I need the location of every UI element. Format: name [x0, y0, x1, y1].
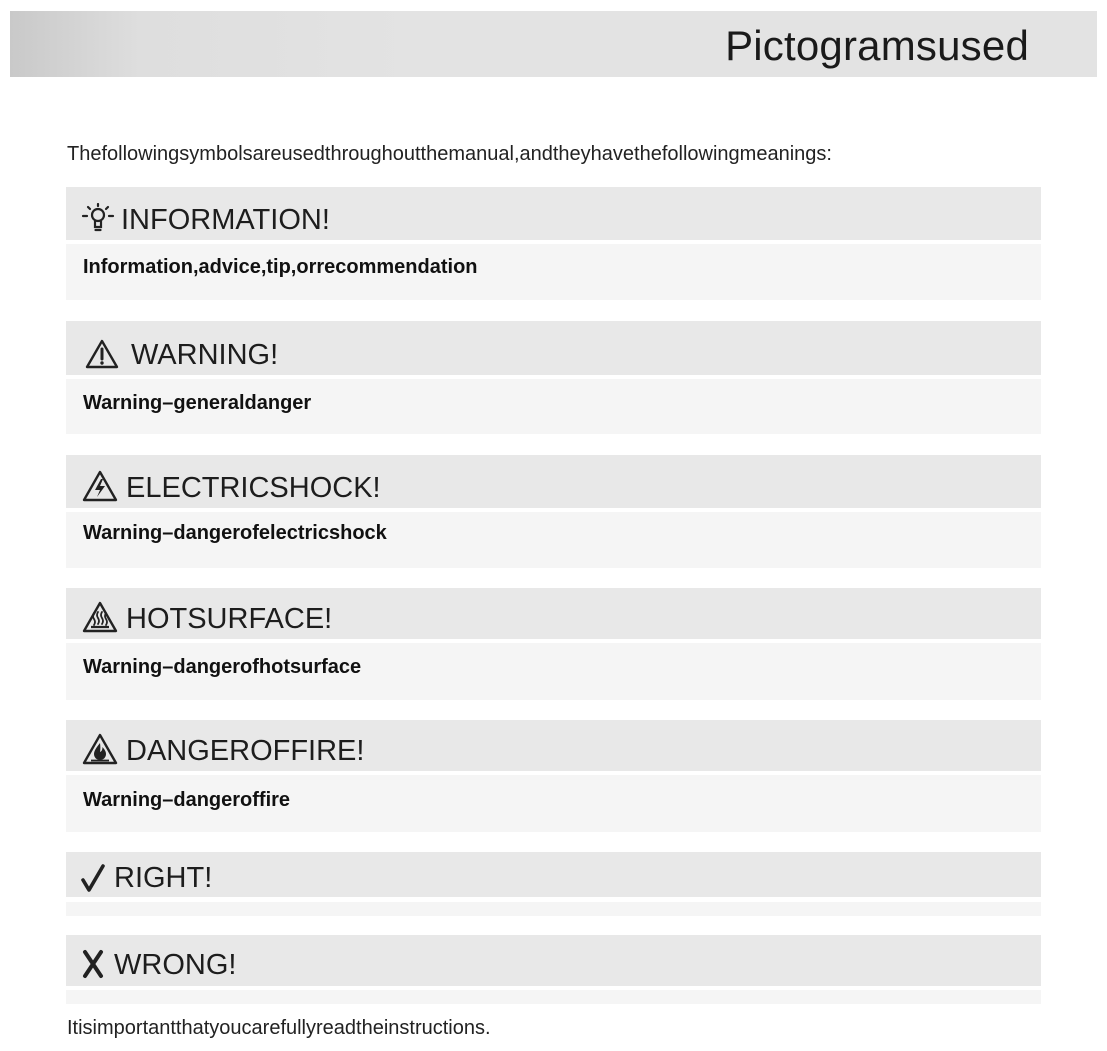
- page-title: Pictogramsused: [725, 22, 1029, 69]
- closing-note: Itisimportantthatyoucarefullyreadtheinstructions.: [67, 1017, 491, 1039]
- pictogram-description-box: [66, 244, 1041, 300]
- pictogram-description-box: [66, 775, 1041, 832]
- hot-surface-icon: [82, 601, 118, 634]
- pictogram-description-box: [66, 990, 1041, 1004]
- pictogram-block-hot-surface: [66, 588, 1041, 700]
- pictogram-description: Warning–dangerofhotsurface: [83, 656, 362, 678]
- pictogram-description-box: [66, 512, 1041, 568]
- pictogram-description-box: [66, 379, 1041, 434]
- pictogram-title: WRONG!: [114, 949, 237, 981]
- pictogram-heading-bar: [66, 321, 1041, 375]
- check-mark-icon: [80, 863, 106, 893]
- pictogram-heading-bar: [66, 935, 1041, 986]
- pictogram-heading-bar: [66, 455, 1041, 508]
- cross-mark-icon: [80, 948, 106, 980]
- pictogram-description: Warning–generaldanger: [83, 392, 312, 414]
- pictogram-block-fire: [66, 720, 1041, 832]
- pictogram-title: INFORMATION!: [121, 204, 330, 236]
- pictogram-description: Information,advice,tip,orrecommendation: [83, 256, 478, 278]
- pictogram-description-box: [66, 902, 1041, 916]
- pictogram-title: WARNING!: [131, 339, 279, 371]
- warning-triangle-icon: [85, 338, 119, 370]
- pictogram-heading-bar: [66, 852, 1041, 897]
- pictogram-title: RIGHT!: [114, 862, 213, 894]
- fire-icon: [82, 733, 118, 766]
- pictogram-title: HOTSURFACE!: [126, 603, 333, 635]
- lightbulb-icon: [81, 203, 115, 235]
- pictogram-block-electric-shock: [66, 455, 1041, 568]
- pictogram-description: Warning–dangeroffire: [83, 789, 291, 811]
- pictogram-block-information: [66, 187, 1041, 300]
- pictogram-block-right: [66, 852, 1041, 916]
- pictogram-description-box: [66, 643, 1041, 700]
- pictogram-heading-bar: [66, 187, 1041, 240]
- pictogram-heading-bar: [66, 588, 1041, 639]
- pictogram-description: Warning–dangerofelectricshock: [83, 522, 387, 544]
- pictogram-title: ELECTRICSHOCK!: [126, 472, 381, 504]
- pictogram-title: DANGEROFFIRE!: [126, 735, 365, 767]
- pictogram-heading-bar: [66, 720, 1041, 771]
- intro-text: Thefollowingsymbolsareusedthroughoutthemanual,andtheyhavethefollowingmeanings:: [67, 143, 832, 165]
- pictogram-block-wrong: [66, 935, 1041, 1004]
- electric-shock-icon: [82, 470, 118, 503]
- pictogram-block-warning: [66, 321, 1041, 434]
